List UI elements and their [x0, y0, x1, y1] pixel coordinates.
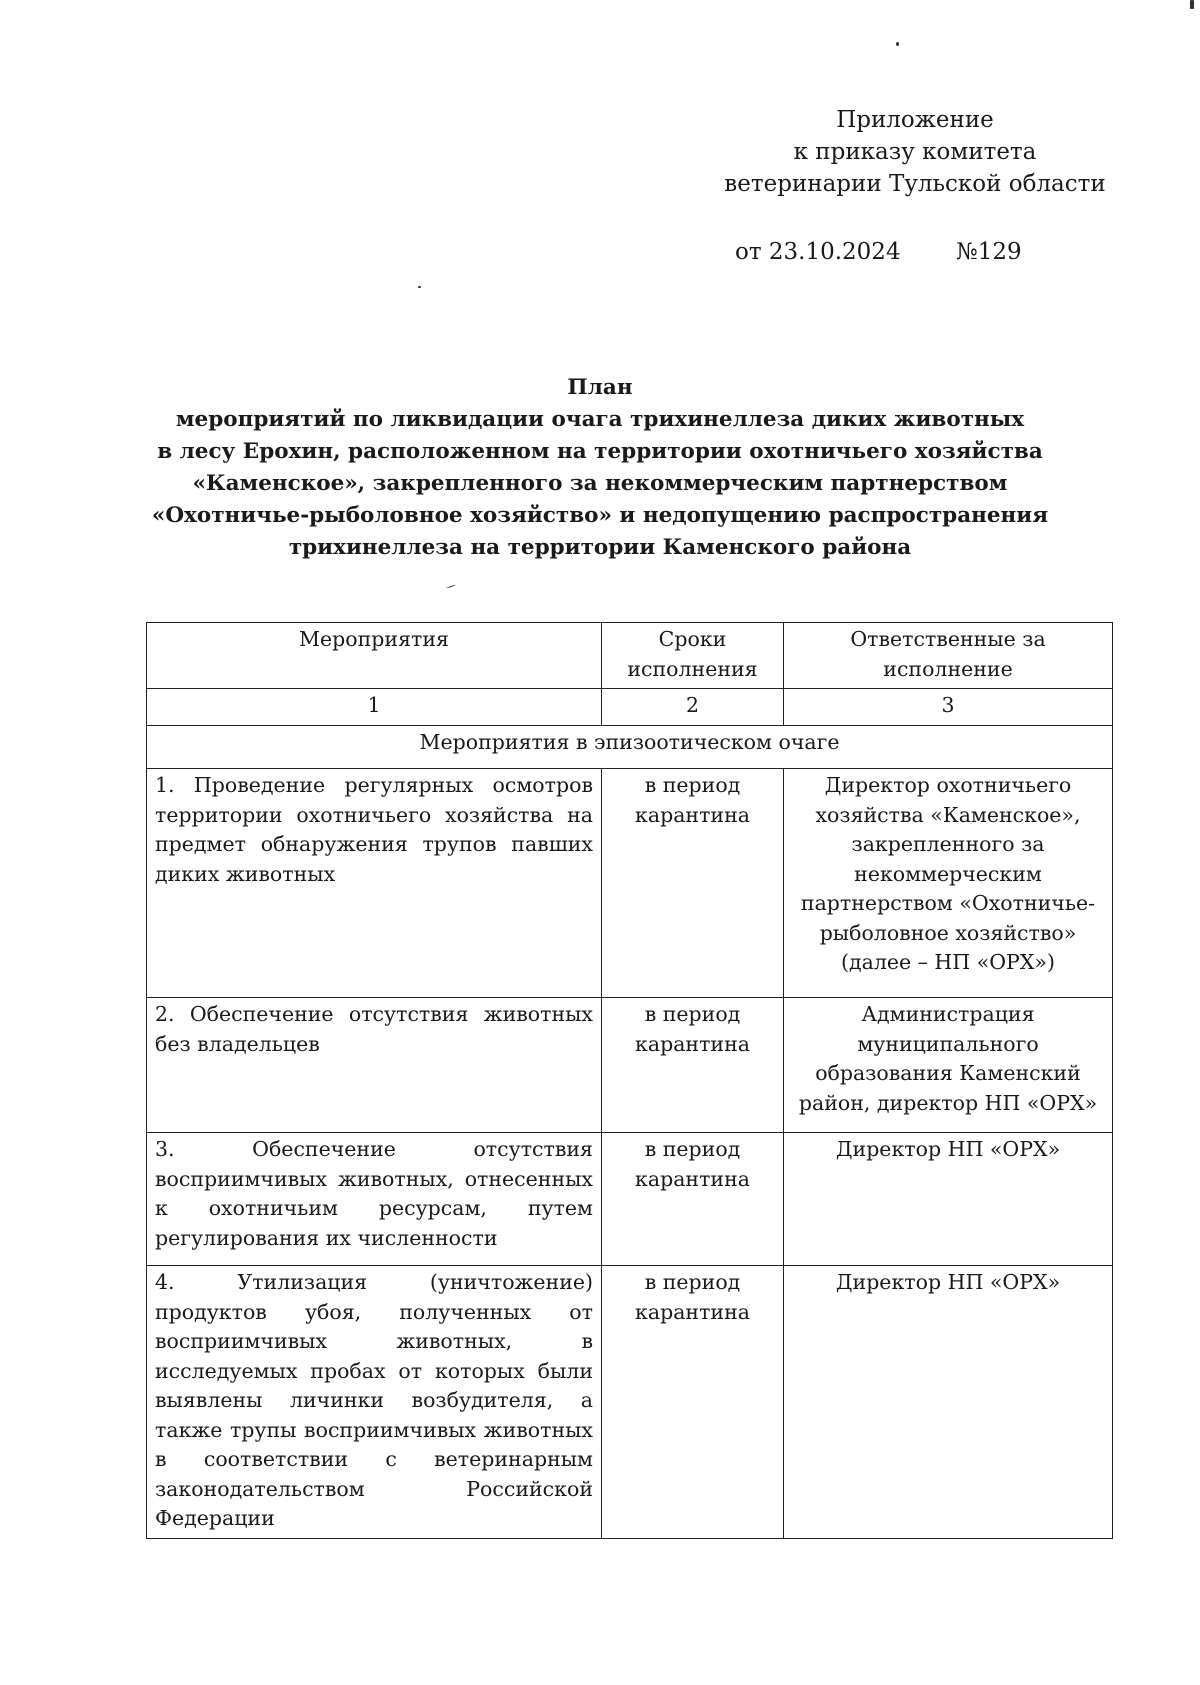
scan-speck [896, 42, 899, 46]
appendix-line: ветеринарии Тульской области [724, 171, 1106, 197]
title-heading: План [567, 375, 633, 400]
table-row [147, 769, 1113, 998]
column-header-responsible: Ответственные за исполнение [784, 623, 1113, 689]
scan-speck [1190, 0, 1194, 9]
title-line: «Охотничье-рыболовное хозяйство» и недопущению распространения [151, 503, 1049, 528]
scan-speck [418, 286, 421, 288]
section-row [147, 726, 1113, 769]
order-number: №129 [956, 239, 1022, 265]
term-cell: в период карантина [602, 1133, 784, 1266]
activity-cell: 4. Утилизация (уничтожение) продуктов убоя, полученных от восприимчивых животных, в исследуемых пробах от которых были выявлены личинки возбудителя, а также трупы восприимчивых животных в соответствии с ветеринарным законодательством Российской Федерации [147, 1266, 602, 1539]
responsible-cell: Директор НП «ОРХ» [784, 1133, 1113, 1266]
column-number: 3 [784, 689, 1113, 726]
appendix-line: Приложение [836, 107, 994, 133]
activity-cell: 1. Проведение регулярных осмотров территории охотничьего хозяйства на предмет обнаружения трупов павших диких животных [147, 769, 602, 998]
order-date: от 23.10.2024 [735, 239, 901, 265]
column-number-row [147, 689, 1113, 726]
title-line: трихинеллеза на территории Каменского района [288, 535, 912, 560]
scan-speck [446, 584, 456, 588]
title-line: «Каменское», закрепленного за некоммерческим партнерством [192, 471, 1008, 496]
column-header-terms: Сроки исполнения [602, 623, 784, 689]
term-cell: в период карантина [602, 1266, 784, 1539]
column-number: 1 [147, 689, 602, 726]
appendix-block [700, 104, 1130, 200]
responsible-cell: Администрация муниципального образования Каменский район, директор НП «ОРХ» [784, 998, 1113, 1133]
column-header-activities: Мероприятия [147, 623, 602, 689]
term-cell: в период карантина [602, 769, 784, 998]
responsible-cell: Директор НП «ОРХ» [784, 1266, 1113, 1539]
term-cell: в период карантина [602, 998, 784, 1133]
title-line: в лесу Ерохин, расположенном на территории охотничьего хозяйства [157, 439, 1043, 464]
activity-cell: 2. Обеспечение отсутствия животных без владельцев [147, 998, 602, 1133]
column-number: 2 [602, 689, 784, 726]
activity-cell: 3. Обеспечение отсутствия восприимчивых животных, отнесенных к охотничьим ресурсам, путем регулирования их численности [147, 1133, 602, 1266]
table-row [147, 998, 1113, 1133]
document-title [150, 372, 1050, 564]
table-row [147, 1266, 1113, 1539]
plan-table [146, 622, 1113, 1539]
table-header-row [147, 623, 1113, 689]
table-row [147, 1133, 1113, 1266]
section-title: Мероприятия в эпизоотическом очаге [147, 726, 1113, 769]
appendix-line: к приказу комитета [793, 139, 1037, 165]
responsible-cell: Директор охотничьего хозяйства «Каменское», закрепленного за некоммерческим партнерством «Охотничье-рыболовное хозяйство» (далее – НП «ОРХ») [784, 769, 1113, 998]
title-line: мероприятий по ликвидации очага трихинеллеза диких животных [175, 407, 1025, 432]
